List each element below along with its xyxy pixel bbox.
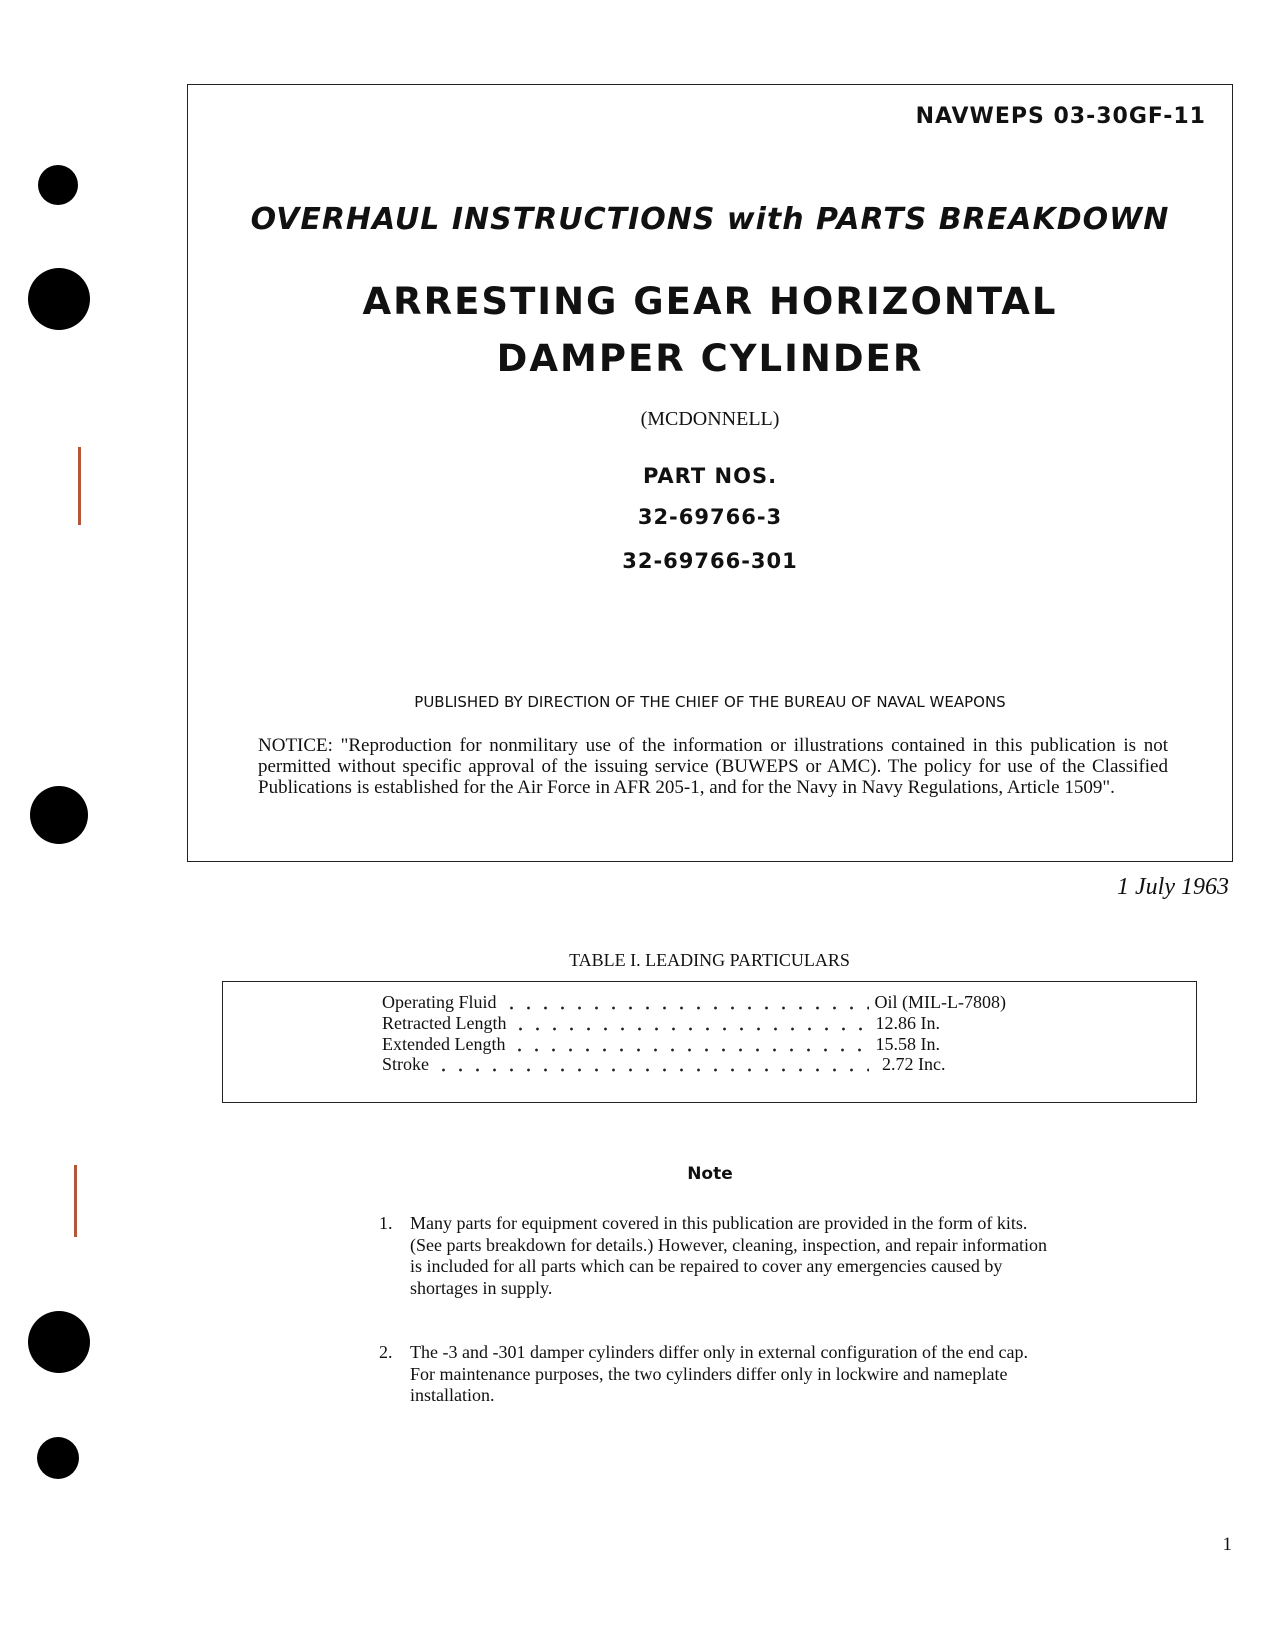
binding-mark: [78, 447, 81, 525]
note-item: 1. Many parts for equipment covered in this publication are provided in the form of kits. (See parts breakdown for details.) However, cleaning, inspection, and repair information is included for all parts which can be repaired to cover any emergencies caused by shortages in supply.: [379, 1213, 1048, 1299]
notice: NOTICE: "Reproduction for nonmilitary use of the information or illustrations contained in this publication is not permitted without specific approval of the issuing service (BUWEPS or AMC). The policy for use of the Classified Publications is established for the Air Force in AFR 205-1, and for the Navy in Navy Regulations, Article 1509".: [258, 735, 1168, 798]
punch-hole: [37, 1437, 79, 1479]
row-value: Oil (MIL-L-7808): [874, 992, 1006, 1012]
punch-hole: [30, 786, 88, 844]
document-id: NAVWEPS 03-30GF-11: [915, 104, 1206, 129]
row-label: Extended Length: [382, 1034, 506, 1054]
punch-hole: [38, 165, 78, 205]
publication-date: 1 July 1963: [1117, 874, 1229, 900]
title-line-1: ARRESTING GEAR HORIZONTAL: [362, 280, 1058, 323]
row-value: 12.86 In.: [875, 1013, 940, 1033]
table-row: [382, 992, 1042, 1013]
table-row: [382, 1013, 1042, 1034]
dot-leader: [512, 1027, 869, 1031]
part-number: 32-69766-3: [637, 505, 783, 529]
table-row: [382, 1054, 1042, 1075]
table-caption: TABLE I. LEADING PARTICULARS: [569, 950, 850, 970]
row-label: Operating Fluid: [382, 992, 497, 1012]
dot-leader: [511, 1048, 869, 1052]
title-line-2: DAMPER CYLINDER: [496, 337, 924, 380]
row-label: Stroke: [382, 1054, 429, 1074]
dot-leader: [435, 1068, 869, 1072]
part-number: 32-69766-301: [622, 549, 798, 573]
dot-leader: [503, 1006, 869, 1010]
published-by: PUBLISHED BY DIRECTION OF THE CHIEF OF THE BUREAU OF NAVAL WEAPONS: [414, 693, 1006, 711]
manufacturer: (MCDONNELL): [640, 408, 780, 430]
punch-hole: [28, 1311, 90, 1373]
note-heading: Note: [687, 1164, 733, 1184]
note-item: 2. The -3 and -301 damper cylinders differ only in external configuration of the end cap. For maintenance purposes, the two cylinders differ only in lockwire and nameplate installation.: [379, 1342, 1028, 1406]
page-number: 1: [1222, 1534, 1232, 1555]
part-nos-label: PART NOS.: [642, 464, 778, 488]
row-value: 2.72 Inc.: [882, 1054, 946, 1074]
row-label: Retracted Length: [382, 1013, 507, 1033]
punch-hole: [28, 268, 90, 330]
document-heading: OVERHAUL INSTRUCTIONS with PARTS BREAKDOWN: [250, 202, 1170, 237]
row-value: 15.58 In.: [875, 1034, 940, 1054]
table-row: [382, 1034, 1042, 1055]
